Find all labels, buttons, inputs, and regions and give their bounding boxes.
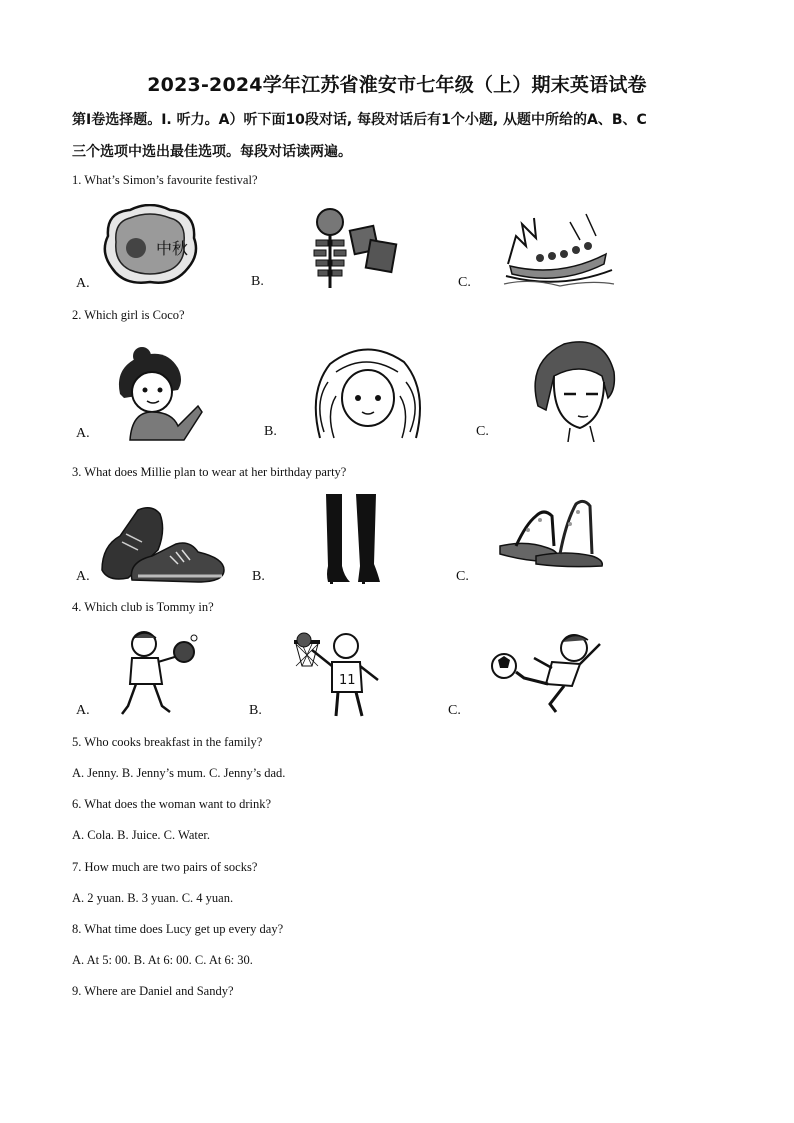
firecracker-icon xyxy=(306,206,400,294)
answer-options-5: A. Jenny. B. Jenny’s mum. C. Jenny’s dad. xyxy=(72,766,286,780)
boots-icon xyxy=(320,492,384,586)
question-5: 5. Who cooks breakfast in the family? xyxy=(72,735,263,749)
football-icon xyxy=(490,628,608,714)
question-7: 7. How much are two pairs of socks? xyxy=(72,860,258,874)
option-a-label: A. xyxy=(76,276,90,291)
answer-options-7: A. 2 yuan. B. 3 yuan. C. 4 yuan. xyxy=(72,891,234,905)
jersey-number: 11 xyxy=(339,673,356,688)
question-3: 3. What does Millie plan to wear at her birthday party? xyxy=(72,465,347,479)
option-c-label: C. xyxy=(476,424,489,439)
section-instructions-line2: 三个选项中选出最佳选项。每段对话读两遍。 xyxy=(72,144,352,160)
option-b-label: B. xyxy=(251,274,264,289)
option-c-label: C. xyxy=(448,703,461,718)
sandals-icon xyxy=(496,494,606,568)
question-8: 8. What time does Lucy get up every day? xyxy=(72,922,284,936)
girl-ponytail-icon xyxy=(112,346,204,442)
question-9: 9. Where are Daniel and Sandy? xyxy=(72,984,234,998)
option-c-label: C. xyxy=(458,275,471,290)
question-4: 4. Which club is Tommy in? xyxy=(72,600,214,614)
answer-options-8: A. At 5: 00. B. At 6: 00. C. At 6: 30. xyxy=(72,953,253,967)
mooncake-text: 中秋 xyxy=(156,239,189,258)
option-a-label: A. xyxy=(76,569,90,584)
question-1: 1. What’s Simon’s favourite festival? xyxy=(72,173,258,187)
question-6: 6. What does the woman want to drink? xyxy=(72,797,272,811)
mooncake-icon xyxy=(100,204,200,286)
girl-curly-hair-icon xyxy=(306,342,430,442)
question-2: 2. Which girl is Coco? xyxy=(72,308,185,322)
table-tennis-icon xyxy=(118,630,198,718)
option-a-label: A. xyxy=(76,426,90,441)
option-a-label: A. xyxy=(76,703,90,718)
page-title: 2023-2024学年江苏省淮安市七年级（上）期末英语试卷 xyxy=(147,74,647,96)
girl-short-hair-icon xyxy=(524,336,618,442)
section-instructions-line1: 第I卷选择题。I. 听力。A）听下面10段对话, 每段对话后有1个小题, 从题中所给的A、B、C xyxy=(72,112,647,128)
option-b-label: B. xyxy=(252,569,265,584)
option-b-label: B. xyxy=(249,703,262,718)
dragon-boat-icon xyxy=(500,206,616,290)
basketball-icon xyxy=(292,630,388,720)
option-c-label: C. xyxy=(456,569,469,584)
answer-options-6: A. Cola. B. Juice. C. Water. xyxy=(72,828,210,842)
sneakers-icon xyxy=(98,500,226,584)
option-b-label: B. xyxy=(264,424,277,439)
